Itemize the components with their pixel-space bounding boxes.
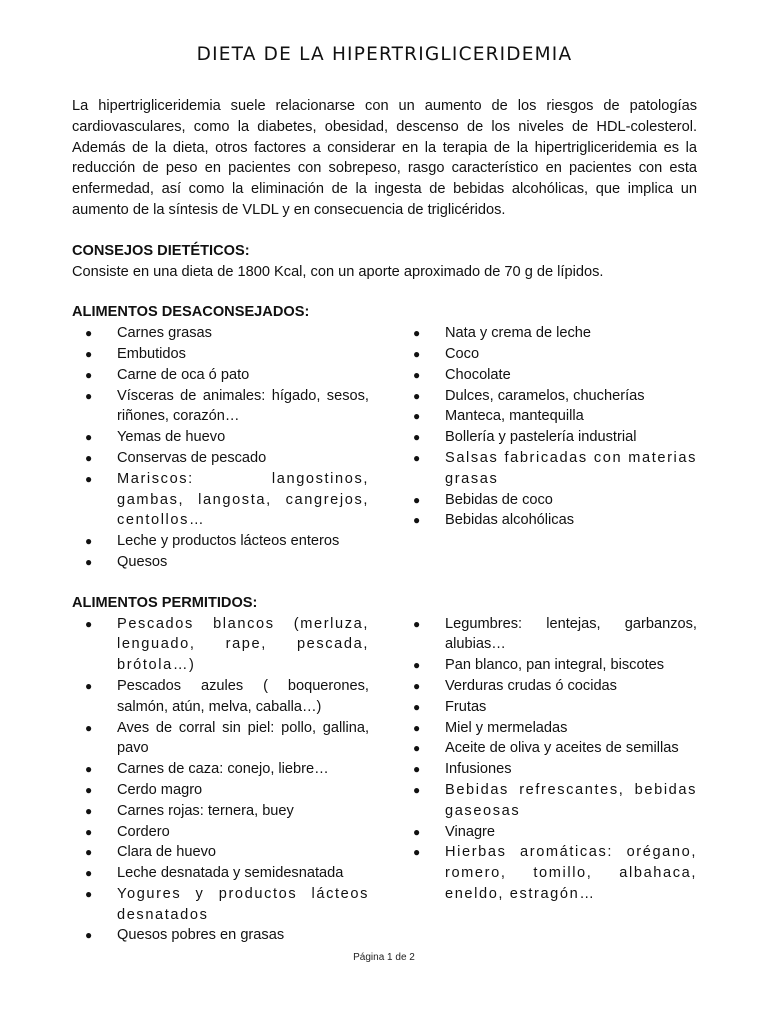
- bullet-icon: ●: [85, 886, 93, 901]
- list-item: ● Bollería y pastelería industrial: [400, 427, 697, 448]
- permitidos-columns: [72, 614, 697, 947]
- bullet-icon: ●: [413, 409, 421, 424]
- bullet-icon: ●: [85, 616, 93, 631]
- desaconsejados-list-left: [72, 323, 369, 573]
- list-item: ● Infusiones: [400, 759, 697, 780]
- list-item: ● Yogures y productos lácteos desnatados: [85, 885, 369, 923]
- list-item: ● Aves de corral sin piel: pollo, gallina, pavo: [85, 719, 369, 757]
- list-item: ● Yemas de huevo: [72, 427, 369, 448]
- list-item: ● Aceite de oliva y aceites de semillas: [400, 738, 697, 759]
- list-item: ● Mariscos: langostinos, gambas, langosta, cangrejos, centollos…: [85, 470, 369, 529]
- desaconsejados-list-right: [400, 323, 697, 573]
- list-item: ● Quesos pobres en grasas: [72, 925, 369, 946]
- list-item: ● Dulces, caramelos, chucherías: [400, 386, 697, 407]
- list-item: ● Legumbres: lentejas, garbanzos, alubias…: [413, 615, 697, 653]
- list-item: ● Bebidas refrescantes, bebidas gaseosas: [413, 781, 697, 819]
- list-item: ● Bebidas de coco: [400, 490, 697, 511]
- bullet-icon: ●: [413, 367, 421, 382]
- list-item: ● Coco: [400, 344, 697, 365]
- bullet-icon: ●: [85, 471, 93, 486]
- list-item: ● Miel y mermeladas: [400, 718, 697, 739]
- list-item: ● Chocolate: [400, 365, 697, 386]
- list-item: ● Carnes de caza: conejo, liebre…: [72, 759, 369, 780]
- bullet-icon: ●: [85, 720, 93, 735]
- permitidos-list-left: [72, 614, 369, 947]
- list-item: ● Pescados blancos (merluza, lenguado, rape, pescada, brótola…): [85, 615, 369, 674]
- page-number-footer: Página 1 de 2: [353, 952, 415, 963]
- list-item: ● Conservas de pescado: [72, 448, 369, 469]
- list-item: ● Vinagre: [400, 822, 697, 843]
- permitidos-heading: ALIMENTOS PERMITIDOS:: [72, 594, 258, 611]
- list-item: ● Clara de huevo: [72, 842, 369, 863]
- list-item: ● Embutidos: [72, 344, 369, 365]
- bullet-icon: ●: [85, 367, 93, 382]
- list-item: ● Vísceras de animales: hígado, sesos, riñones, corazón…: [85, 387, 369, 425]
- bullet-icon: ●: [413, 782, 421, 797]
- bullet-icon: ●: [85, 430, 93, 445]
- bullet-icon: ●: [85, 782, 93, 797]
- bullet-icon: ●: [85, 346, 93, 361]
- bullet-icon: ●: [413, 720, 421, 735]
- bullet-icon: ●: [413, 699, 421, 714]
- bullet-icon: ●: [85, 928, 93, 943]
- list-item: ● Leche desnatada y semidesnatada: [72, 863, 369, 884]
- consejos-text: Consiste en una dieta de 1800 Kcal, con un aporte aproximado de 70 g de lípidos.: [72, 263, 604, 280]
- document-title: DIETA DE LA HIPERTRIGLICERIDEMIA: [196, 44, 573, 65]
- bullet-icon: ●: [85, 678, 93, 693]
- bullet-icon: ●: [85, 845, 93, 860]
- bullet-icon: ●: [413, 388, 421, 403]
- bullet-icon: ●: [85, 326, 93, 341]
- bullet-icon: ●: [413, 678, 421, 693]
- bullet-icon: ●: [413, 845, 421, 860]
- bullet-icon: ●: [413, 450, 421, 465]
- permitidos-list-right: [400, 614, 697, 947]
- intro-paragraph: La hipertrigliceridemia suele relacionarse con un aumento de los riesgos de patologías cardiovasculares, como la diabetes, obesidad, descenso de los niveles de HDL-colesterol. Además de la dieta, otros factores a considerar en la terapia de la hipertrigliceridemia es la reducción de peso en pacientes con sobrepeso, rasgo característico en pacientes con esta enfermedad, así como la eliminación de la ingesta de bebidas alcohólicas, que implica un aumento de la síntesis de VLDL y en consecuencia de triglicéridos.: [72, 98, 697, 218]
- list-item: ● Manteca, mantequilla: [400, 406, 697, 427]
- list-item: ● Carnes grasas: [72, 323, 369, 344]
- bullet-icon: ●: [413, 346, 421, 361]
- list-item: ● Carnes rojas: ternera, buey: [72, 801, 369, 822]
- list-item: ● Hierbas aromáticas: orégano, romero, tomillo, albahaca, eneldo, estragón…: [413, 844, 697, 902]
- list-item: ● Cordero: [72, 822, 369, 843]
- list-item: ● Salsas fabricadas con materias grasas: [413, 449, 697, 487]
- bullet-icon: ●: [413, 326, 421, 341]
- bullet-icon: ●: [413, 430, 421, 445]
- list-item: ● Nata y crema de leche: [400, 323, 697, 344]
- bullet-icon: ●: [85, 762, 93, 777]
- desaconsejados-columns: [72, 323, 697, 573]
- bullet-icon: ●: [413, 616, 421, 631]
- list-item: ● Bebidas alcohólicas: [400, 510, 697, 531]
- bullet-icon: ●: [85, 803, 93, 818]
- bullet-icon: ●: [413, 741, 421, 756]
- list-item: ● Verduras crudas ó cocidas: [400, 676, 697, 697]
- list-item: ● Pescados azules ( boquerones, salmón, atún, melva, caballa…): [85, 677, 369, 715]
- document-page: [72, 44, 697, 946]
- bullet-icon: ●: [85, 554, 93, 569]
- list-item: ● Carne de oca ó pato: [72, 365, 369, 386]
- bullet-icon: ●: [85, 824, 93, 839]
- list-item: ● Cerdo magro: [72, 780, 369, 801]
- bullet-icon: ●: [85, 866, 93, 881]
- desaconsejados-heading: ALIMENTOS DESACONSEJADOS:: [72, 304, 310, 321]
- bullet-icon: ●: [413, 762, 421, 777]
- list-item: ● Quesos: [72, 552, 369, 573]
- bullet-icon: ●: [413, 824, 421, 839]
- list-item: ● Leche y productos lácteos enteros: [72, 531, 369, 552]
- list-item: ● Pan blanco, pan integral, biscotes: [400, 655, 697, 676]
- bullet-icon: ●: [85, 388, 93, 403]
- bullet-icon: ●: [85, 450, 93, 465]
- bullet-icon: ●: [85, 534, 93, 549]
- consejos-heading: CONSEJOS DIETÉTICOS:: [72, 242, 250, 259]
- bullet-icon: ●: [413, 658, 421, 673]
- list-item: ● Frutas: [400, 697, 697, 718]
- bullet-icon: ●: [413, 513, 421, 528]
- bullet-icon: ●: [413, 492, 421, 507]
